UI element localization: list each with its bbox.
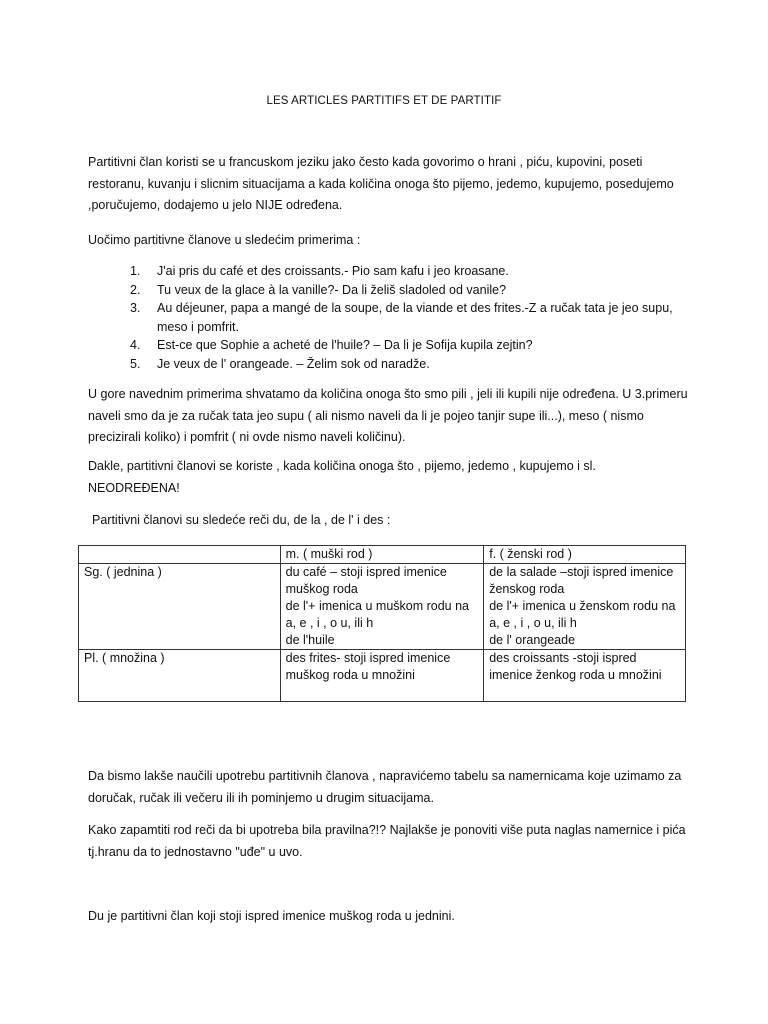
list-item [130,299,690,336]
table-header-cell: f. ( ženski rod ) [484,546,686,564]
cell-line: du café – stoji ispred imenice muškog roda [285,565,447,596]
table-cell-feminine [484,650,686,702]
intro-paragraph: Partitivni član koristi se u francuskom jeziku jako često kada govorimo o hrani , piću, kupovini, poseti restoranu, kuvanju i slicnim situacijama a kada količina onoga što pijemo, jedemo, kupujemo, posedujemo ,poručujemo, dodajemo u jelo NIJE određena. [88,155,674,212]
table-intro: Partitivni članovi su sledeće reči du, de la , de l' i des : [92,513,391,527]
list-text: Tu veux de la glace à la vanille?- Da li želiš sladoled od vanile? [157,282,507,297]
table-row [79,564,686,650]
list-number: 4. [130,338,141,352]
list-number: 1. [130,264,141,278]
list-item [130,281,690,300]
list-text: J'ai pris du café et des croissants.- Pio sam kafu i jeo kroasane. [157,264,509,278]
partitive-table [78,545,686,702]
list-text: Je veux de l' orangeade. – Želim sok od naradže. [157,356,430,371]
du-note-paragraph: Du je partitivni član koji stoji ispred imenice muškog roda u jednini. [88,909,455,923]
table-header-cell [79,546,281,564]
table-row-label: Pl. ( množina ) [79,650,281,702]
list-item [130,336,690,355]
cell-line: de l' orangeade [489,633,576,647]
list-number: 3. [130,301,141,315]
page-title: LES ARTICLES PARTITIFS ET DE PARTITIF [266,95,502,107]
table-cell-masculine [280,564,484,650]
memorize-paragraph: Kako zapamtiti rod reči da bi upotreba bila pravilna?!? Najlakše je ponoviti više puta naglas namernice i pića tj.hranu da to jednostavno "uđe" u uvo. [88,823,686,859]
cell-line: des croissants -stoji ispred imenice ženkog roda u množini [489,651,662,682]
cell-line: de l'huile [285,633,335,647]
list-number: 5. [130,356,141,371]
table-cell-masculine [280,650,484,702]
examples-heading: Uočimo partitivne članove u sledećim primerima : [88,233,361,247]
table-header-row [79,546,686,564]
table-row [79,650,686,702]
list-item [130,262,690,281]
list-text: Est-ce que Sophie a acheté de l'huile? – Da li je Sofija kupila zejtin? [157,338,533,352]
summary-paragraph: Dakle, partitivni članovi se koriste , kada količina onoga što , pijemo, jedemo , kupujemo i sl. NEODREĐENA! [88,459,596,495]
examples-list [130,262,690,373]
table-row-label: Sg. ( jednina ) [79,564,281,650]
list-item [130,355,690,374]
cell-line: des frites- stoji ispred imenice muškog roda u množini [285,651,451,682]
table-cell-feminine [484,564,686,650]
list-number: 2. [130,282,141,297]
cell-line: de la salade –stoji ispred imenice ženskog roda [489,565,674,596]
cell-line: de l'+ imenica u muškom rodu na a, e , i , o u, ili h [285,599,470,630]
table-header-cell: m. ( muški rod ) [280,546,484,564]
explanation-paragraph: U gore navednim primerima shvatamo da količina onoga što smo pili , jeli ili kupili nije određena. U 3.primeru naveli smo da je za ručak tata jeo supu ( ali nismo naveli da li je pojeo tanjir supe ili...), meso ( nismo precizirali koliko) i pomfrit ( ni ovde nismo naveli količinu). [88,387,688,444]
list-text: Au déjeuner, papa a mangé de la soupe, de la viande et des frites.-Z a ručak tata je jeo supu, meso i pomfrit. [157,301,673,334]
usage-paragraph: Da bismo lakše naučili upotrebu partitivnih članova , napravićemo tabelu sa namernicama koje uzimamo za doručak, ručak ili večeru ili ih pominjemo u drugim situacijama. [88,769,682,805]
cell-line: de l'+ imenica u ženskom rodu na a, e , i , o u, ili h [489,599,676,630]
